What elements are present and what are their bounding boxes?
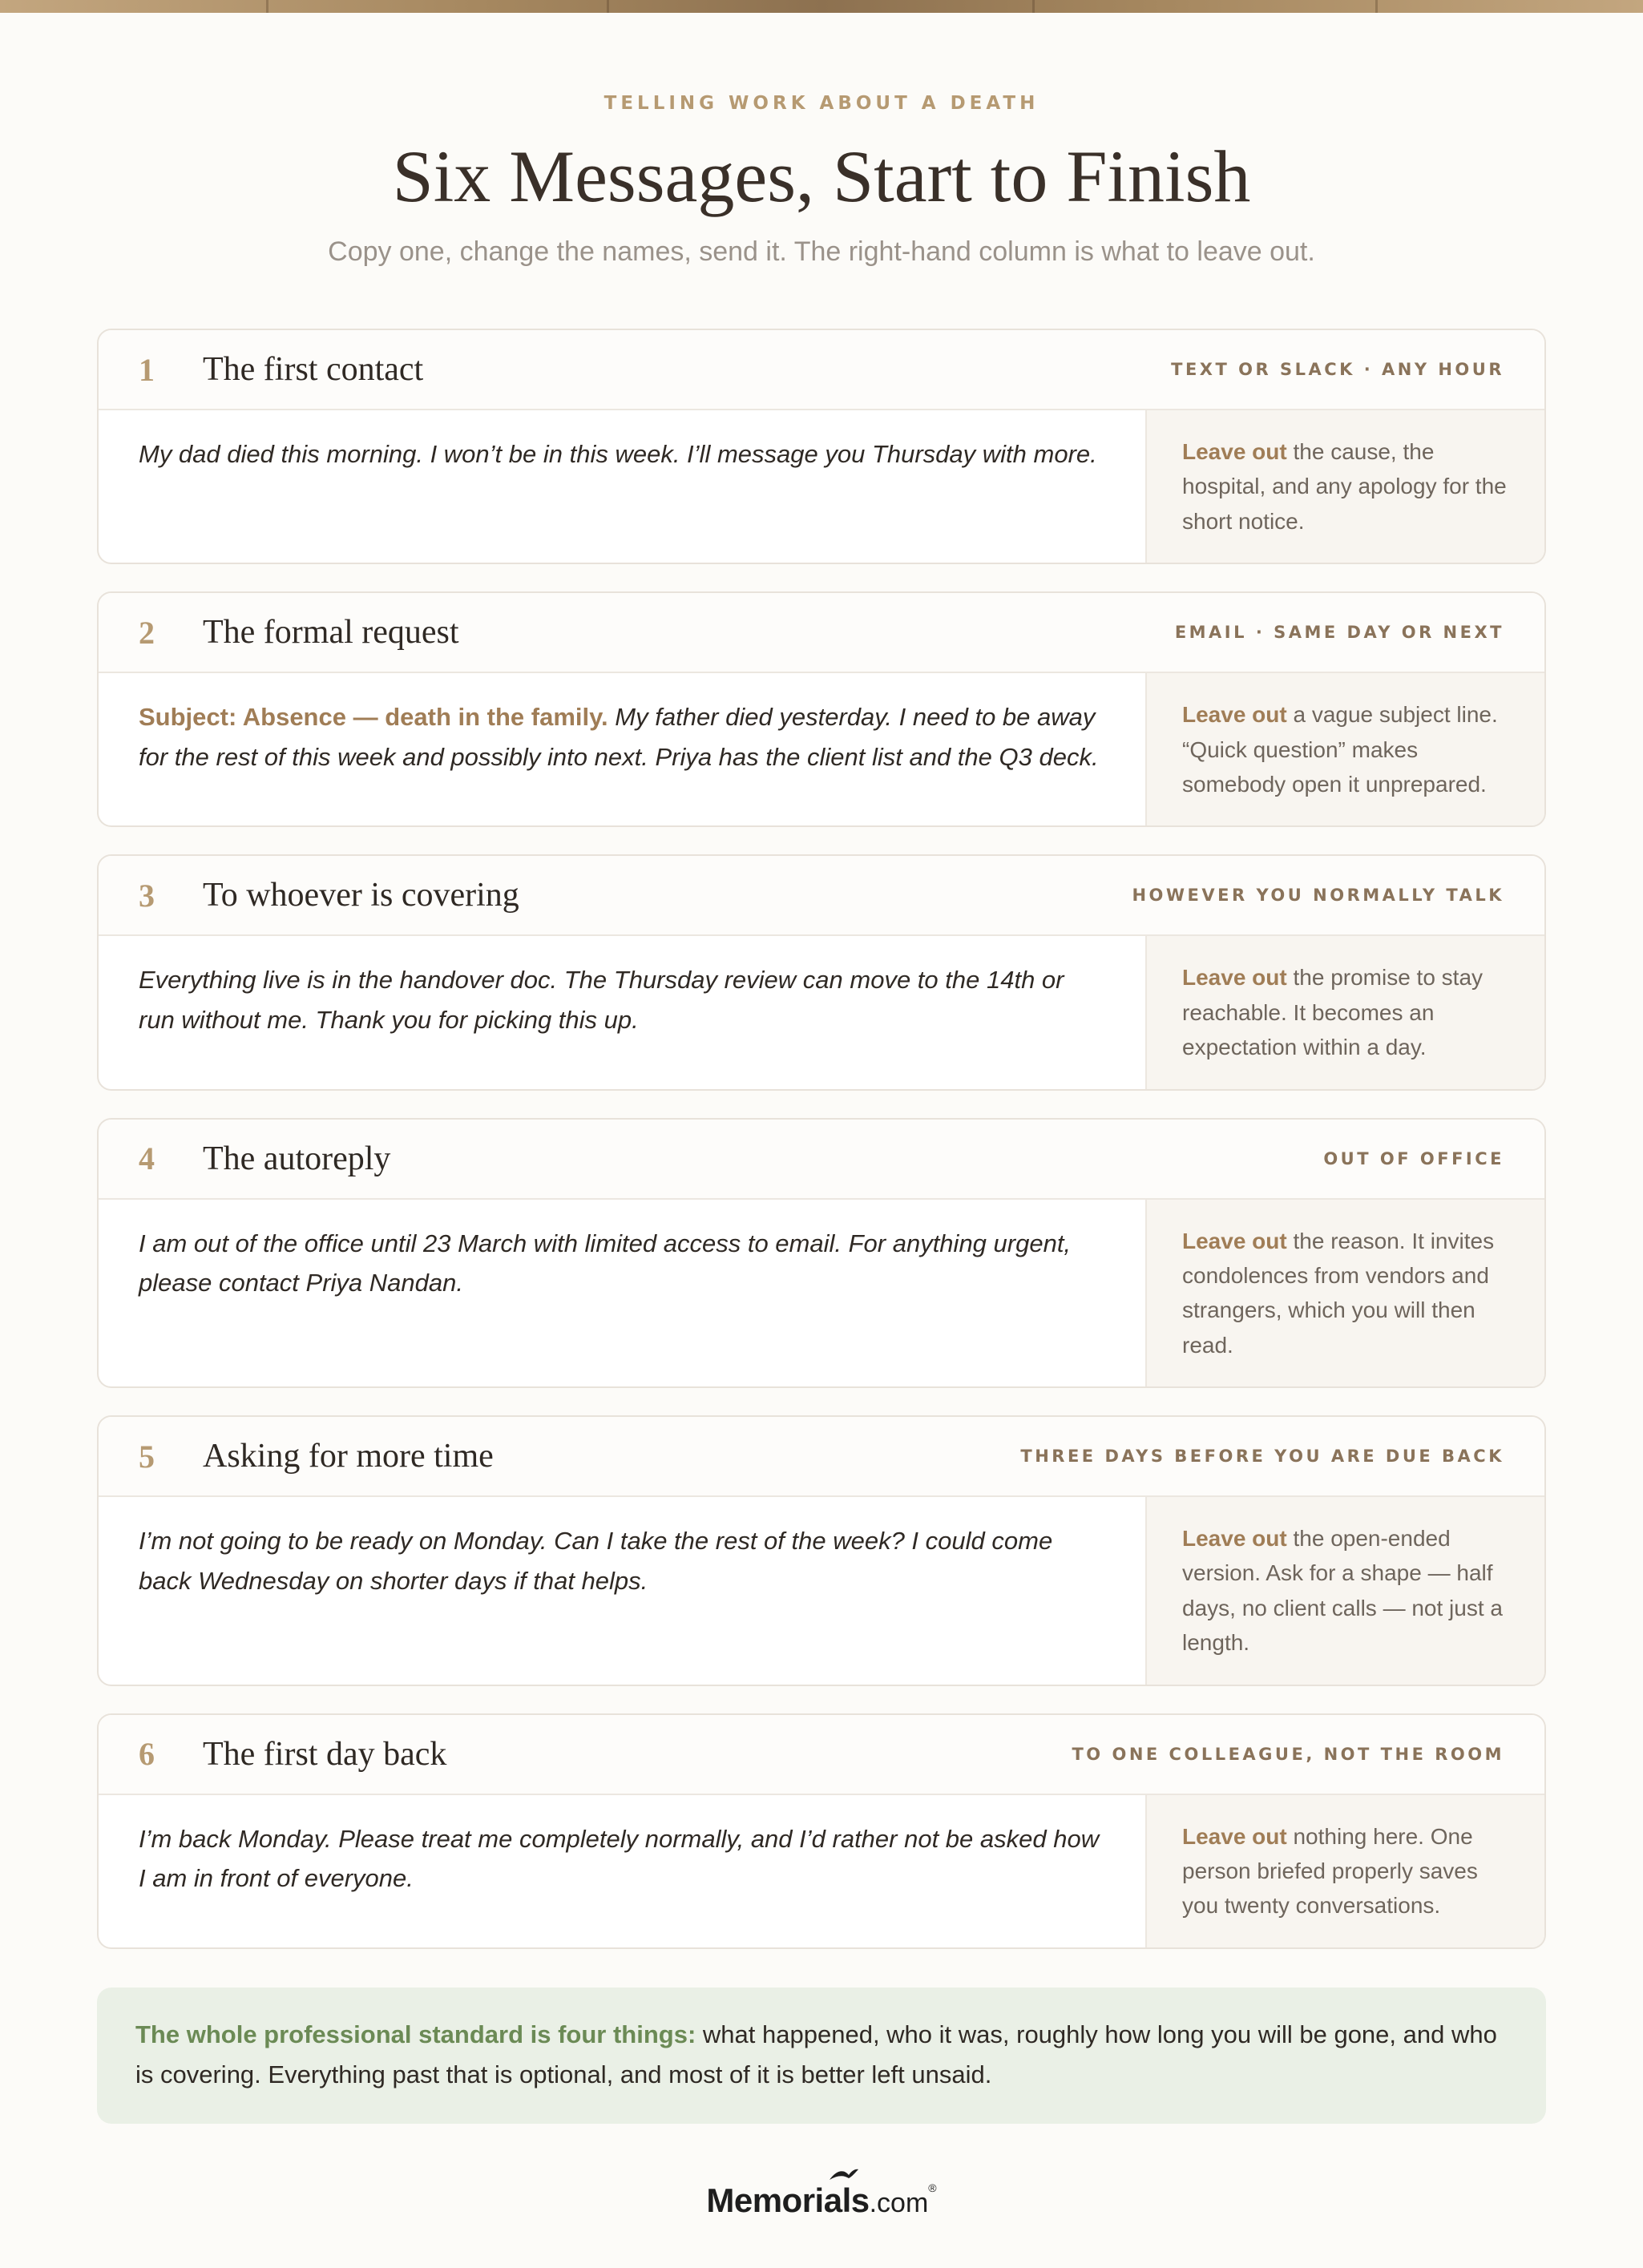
message-card (97, 1415, 1546, 1686)
card-body (99, 1795, 1544, 1947)
leave-out-note (1145, 1795, 1544, 1947)
card-number: 4 (139, 1140, 155, 1177)
card-header (99, 330, 1544, 410)
message-text: My dad died this morning. I won’t be in this week. I’ll message you Thursday with more. (139, 440, 1097, 468)
card-body (99, 410, 1544, 563)
message-card (97, 329, 1546, 564)
card-title: The formal request (203, 614, 459, 652)
card-number: 3 (139, 877, 155, 914)
leave-out-note (1145, 1200, 1544, 1387)
logo-tld: .com (869, 2188, 929, 2218)
card-channel-timing: TO ONE COLLEAGUE, NOT THE ROOM (1072, 1744, 1504, 1764)
card-header (99, 1120, 1544, 1200)
message-template[interactable] (99, 673, 1145, 825)
card-channel-timing: OUT OF OFFICE (1323, 1148, 1504, 1168)
leave-out-text: the cause, the hospital, and any apology for the short notice. (1182, 439, 1507, 534)
card-channel-timing: THREE DAYS BEFORE YOU ARE DUE BACK (1020, 1447, 1504, 1467)
card-title: The autoreply (203, 1140, 391, 1177)
message-text: My father died yesterday. I need to be away for the rest of this week and possibly into next. Priya has the client list and the Q3 deck. (139, 703, 1099, 771)
leave-out-note (1145, 936, 1544, 1088)
card-number: 6 (139, 1736, 155, 1773)
logo-brand: Memorials (706, 2181, 870, 2219)
card-header (99, 1417, 1544, 1497)
message-template[interactable] (99, 936, 1145, 1088)
message-text: Everything live is in the handover doc. The Thursday review can move to the 14th or run without me. Thank you for picking this up. (139, 966, 1064, 1034)
leave-out-note (1145, 410, 1544, 563)
message-card (97, 854, 1546, 1090)
card-channel-timing: HOWEVER YOU NORMALLY TALK (1132, 886, 1504, 906)
message-text: I’m not going to be ready on Monday. Can I take the rest of the week? I could come back Wednesday on shorter days if that helps. (139, 1527, 1053, 1595)
eyebrow: TELLING WORK ABOUT A DEATH (604, 93, 1039, 114)
card-body (99, 673, 1544, 825)
card-number: 5 (139, 1438, 155, 1475)
card-number: 2 (139, 614, 155, 651)
message-template[interactable] (99, 1497, 1145, 1685)
message-card (97, 1118, 1546, 1389)
summary-box (97, 1988, 1546, 2124)
leave-out-label: Leave out (1182, 439, 1287, 464)
message-text: I’m back Monday. Please treat me completely normally, and I’d rather not be asked how I am in front of everyone. (139, 1824, 1100, 1893)
card-header (99, 1715, 1544, 1795)
leave-out-note (1145, 673, 1544, 825)
message-card (97, 591, 1546, 827)
message-text: I am out of the office until 23 March with limited access to email. For anything urgent, please contact Priya Nandan. (139, 1229, 1072, 1297)
memorials-logo[interactable] (0, 2181, 1643, 2220)
page-title: Six Messages, Start to Finish (392, 135, 1251, 217)
email-subject: Subject: Absence — death in the family. (139, 703, 608, 732)
bar-divider (1032, 0, 1035, 13)
summary-lead: The whole professional standard is four things: (135, 2020, 696, 2048)
leave-out-text: the promise to stay reachable. It becomes an expectation within a day. (1182, 965, 1484, 1060)
card-header (99, 856, 1544, 936)
card-body (99, 1497, 1544, 1685)
page-header (0, 93, 1643, 268)
leave-out-text: a vague subject line. “Quick question” makes somebody open it unprepared. (1182, 702, 1498, 797)
page-subtitle: Copy one, change the names, send it. The right-hand column is what to leave out. (328, 236, 1315, 268)
leave-out-label: Leave out (1182, 702, 1287, 728)
card-title: To whoever is covering (203, 877, 519, 914)
bar-divider (607, 0, 609, 13)
logo-registered-mark: ® (928, 2181, 937, 2194)
card-body (99, 1200, 1544, 1387)
card-channel-timing: EMAIL · SAME DAY OR NEXT (1174, 623, 1504, 643)
leave-out-label: Leave out (1182, 965, 1287, 991)
bar-divider (266, 0, 268, 13)
bar-divider (1375, 0, 1378, 13)
card-title: The first day back (203, 1735, 447, 1773)
message-card (97, 1713, 1546, 1949)
message-card-list (97, 329, 1546, 1976)
message-template[interactable] (99, 410, 1145, 563)
card-body (99, 936, 1544, 1088)
card-number: 1 (139, 351, 155, 388)
message-template[interactable] (99, 1200, 1145, 1387)
card-title: Asking for more time (203, 1438, 494, 1475)
card-header (99, 593, 1544, 673)
leave-out-label: Leave out (1182, 1228, 1287, 1253)
leave-out-label: Leave out (1182, 1526, 1287, 1552)
leave-out-note (1145, 1497, 1544, 1685)
leave-out-text: the open-ended version. Ask for a shape — half days, no client calls — not just a length. (1182, 1526, 1503, 1656)
leave-out-text: nothing here. One person briefed properly saves you twenty conversations. (1182, 1823, 1478, 1919)
top-accent-bar (0, 0, 1643, 13)
leave-out-label: Leave out (1182, 1823, 1287, 1849)
card-channel-timing: TEXT OR SLACK · ANY HOUR (1171, 360, 1504, 379)
card-title: The first contact (203, 351, 424, 388)
summary-text: what happened, who it was, roughly how long you will be gone, and who is covering. Everything past that is optional, and most of it is better left unsaid. (135, 2020, 1497, 2088)
message-template[interactable] (99, 1795, 1145, 1947)
leave-out-text: the reason. It invites condolences from vendors and strangers, which you will then read. (1182, 1228, 1495, 1358)
